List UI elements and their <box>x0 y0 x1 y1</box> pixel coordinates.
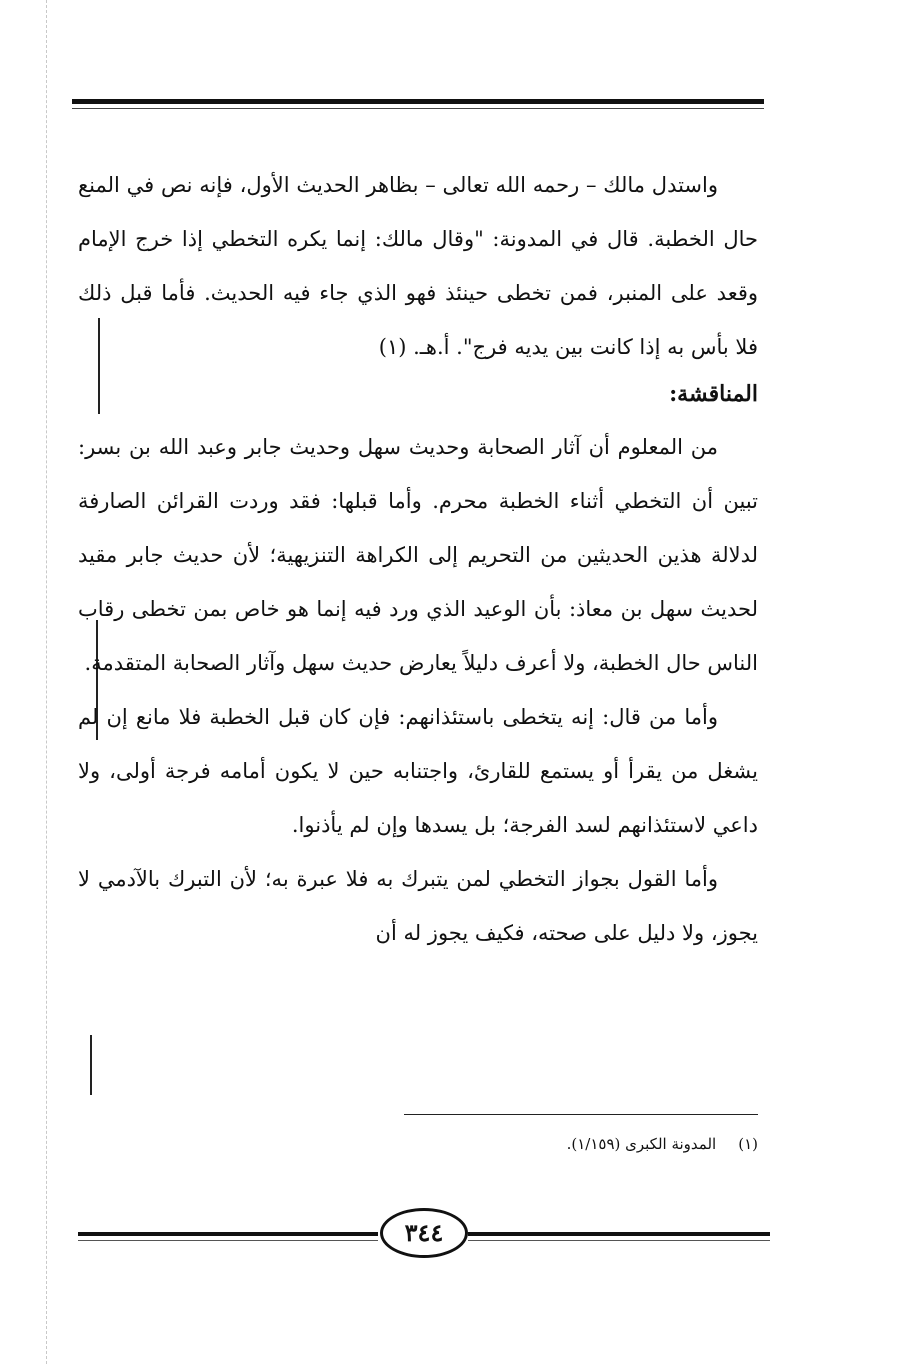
header-rule-thin <box>72 108 764 109</box>
header-rule <box>72 99 764 104</box>
footer-rule <box>78 1232 378 1236</box>
footnote-number: (١) <box>738 1135 758 1153</box>
section-heading: المناقشة: <box>669 381 758 407</box>
paragraph-discussion-1: من المعلوم أن آثار الصحابة وحديث سهل وحديث جابر وعبد الله بن بسر: تبين أن التخطي أثناء الخطبة محرم. وأما قبلها: فقد وردت القرائن الصارفة لدلالة هذين الحديثين من التحريم إلى الكراهة التنزيهية؛ لأن حديث جابر مقيد لحديث سهل بن معاذ: بأن الوعيد الذي ورد فيه إنما هو خاص بمن تخطى رقاب الناس حال الخطبة، ولا أعرف دليلاً يعارض حديث سهل وآثار الصحابة المتقدمة. <box>78 435 758 675</box>
scan-edge <box>46 0 47 1364</box>
footer-rule-thin <box>468 1240 770 1241</box>
footnote <box>380 1132 758 1156</box>
main-text <box>78 158 758 960</box>
footer-rule-thin <box>78 1240 378 1241</box>
scan-mark <box>90 1035 92 1095</box>
footer-rule <box>468 1232 770 1236</box>
page-number: ٣٤٤ <box>380 1208 468 1258</box>
paragraph-discussion-3: وأما القول بجواز التخطي لمن يتبرك به فلا عبرة به؛ لأن التبرك بالآدمي لا يجوز، ولا دليل على صحته، فكيف يجوز له أن <box>78 867 758 945</box>
footnote-rule <box>404 1114 758 1115</box>
paragraph-malik: واستدل مالك – رحمه الله تعالى – بظاهر الحديث الأول، فإنه نص في المنع حال الخطبة. قال في المدونة: "وقال مالك: إنما يكره التخطي إذا خرج الإمام وقعد على المنبر، فمن تخطى حينئذ فهو الذي جاء فيه الحديث. فأما قبل ذلك فلا بأس به إذا كانت بين يديه فرج". أ.هـ. (١) <box>78 173 758 359</box>
paragraph-discussion-2: وأما من قال: إنه يتخطى باستئذانهم: فإن كان قبل الخطبة فلا مانع إن لم يشغل من يقرأ أو يستمع للقارئ، واجتنابه حين لا يكون أمامه فرجة أولى، ولا داعي لاستئذانهم لسد الفرجة؛ بل يسدها وإن لم يأذنوا. <box>78 705 758 837</box>
footnote-text: المدونة الكبرى (١/١٥٩). <box>566 1135 717 1153</box>
